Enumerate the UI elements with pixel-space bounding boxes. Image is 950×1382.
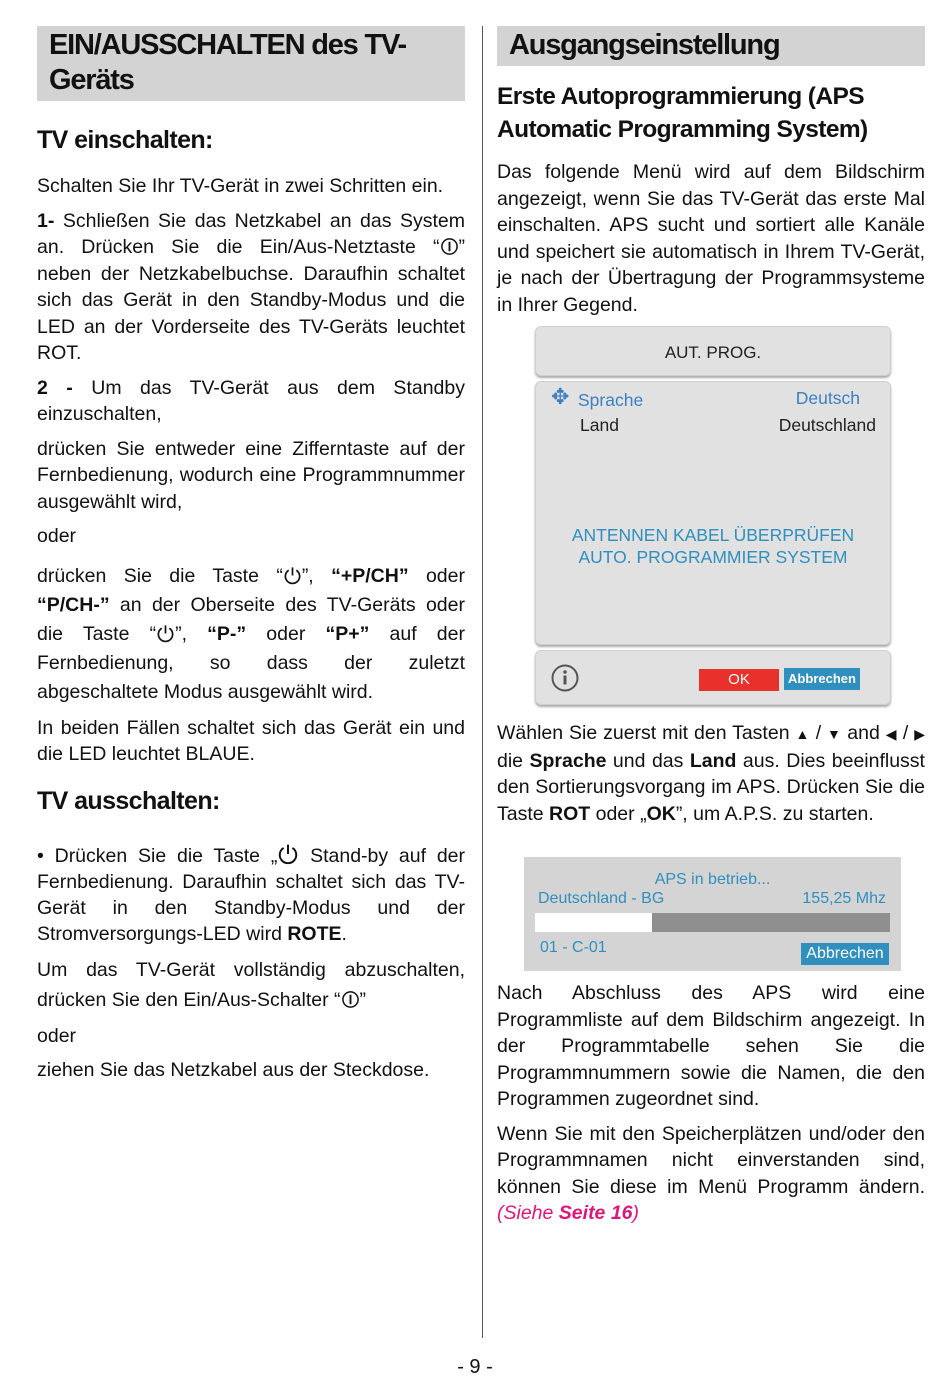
aps-channel: 01 - C-01 (540, 939, 607, 956)
column-divider (482, 26, 483, 1338)
paragraph-led-blue: In beiden Fällen schaltet sich das Gerät ein und die LED leuchtet BLAUE. (37, 716, 465, 765)
aps-cancel-button[interactable]: Abbrechen (801, 943, 889, 965)
section-title-power: EIN/AUSSCHALTEN des TV-Geräts (37, 26, 465, 101)
aps-menu (535, 326, 891, 705)
menu-header: AUT. PROG. (535, 326, 891, 376)
menu-footer (535, 650, 891, 705)
navigate-arrows-icon: ✥ (551, 384, 570, 409)
aps-country: Deutschland - BG (538, 890, 665, 907)
paragraph-unplug: ziehen Sie das Netzkabel aus der Steckdose. (37, 1059, 430, 1081)
menu-message-check-cable: ANTENNEN KABEL ÜBERPRÜFEN (571, 525, 855, 545)
paragraph-or-1: oder (37, 525, 77, 547)
paragraph-step-1: 1- Schließen Sie das Netzkabel an das System an. Drücken Sie die Ein/Aus-Netztaste “ ” neben der Netzkabelbuchse. Daraufhin schaltet sich das Gerät in den Standby-Modus und die LED an der Vorderseite des TV-Geräts leuchtet ROT. (37, 209, 465, 364)
aps-progress-fill (535, 913, 652, 932)
menu-message-auto-system: AUTO. PROGRAMMIER SYSTEM (578, 547, 848, 567)
info-icon[interactable] (550, 663, 580, 693)
cancel-button[interactable]: Abbrechen (784, 668, 860, 690)
right-column (497, 26, 925, 326)
left-column (37, 26, 465, 1092)
mains-switch-icon (440, 237, 459, 256)
right-arrow-icon: ▶ (914, 726, 925, 742)
menu-row-language-label[interactable]: Sprache (578, 390, 644, 410)
up-arrow-icon: ▲ (795, 726, 810, 742)
page-reference-link[interactable]: Seite 16 (558, 1202, 633, 1224)
page-number: - 9 - (457, 1356, 493, 1378)
paragraph-select-instructions: Wählen Sie zuerst mit den Tasten ▲ / ▼ and ◀ / ▶ die Sprache und das Land aus. Dies beeinflusst den Sortierungsvorgang im APS. Drücken Sie die Taste ROT oder „OK”, um A.P.S. zu starten. (497, 722, 925, 825)
aps-progress-panel (524, 857, 901, 971)
menu-body (535, 381, 891, 645)
paragraph-aps-intro: Das folgende Menü wird auf dem Bildschirm angezeigt, wenn Sie das TV-Gerät das erste Mal einschalten. APS sucht und sortiert alle Kanäle und speichert sie automatisch in Ihrem TV-Gerät, je nach der Übertragung der Programmsysteme in Ihrer Gegend. (497, 161, 925, 316)
paragraph-full-off: Um das TV-Gerät vollständig abzuschalten, drücken Sie den Ein/Aus-Schalter “ ” (37, 958, 465, 1011)
section-title-initial-setup: Ausgangseinstellung (497, 26, 925, 66)
paragraph-intro: Schalten Sie Ihr TV-Gerät in zwei Schritten ein. (37, 175, 444, 197)
subheading-tv-on: TV einschalten: (37, 126, 213, 154)
aps-status: APS in betrieb... (654, 871, 771, 888)
paragraph-standby-remote: • Drücken Sie die Taste „ Stand-by auf der Fernbedienung. Daraufhin schaltet sich das TV-Gerät in den Standby-Modus und der Stromversorgungs-LED wird ROTE. (37, 844, 466, 945)
subheading-aps: Erste Autoprogrammierung (APS Automatic Programming System) (497, 83, 868, 143)
mains-switch-icon (341, 988, 360, 1007)
ok-button[interactable]: OK (699, 669, 779, 691)
subheading-tv-off: TV ausschalten: (37, 786, 220, 815)
paragraph-step-2: 2 - Um das TV-Gerät aus dem Standby einzuschalten, (37, 376, 465, 425)
aps-progress-bar (535, 913, 890, 932)
down-arrow-icon: ▼ (827, 726, 842, 742)
after-aps-block (497, 980, 925, 1235)
standby-icon (277, 843, 299, 865)
menu-row-language-value[interactable]: Deutsch (795, 388, 860, 408)
left-arrow-icon: ◀ (885, 726, 897, 742)
menu-row-country-label[interactable]: Land (580, 415, 619, 435)
paragraph-standby-keys: drücken Sie die Taste “ ”, “+P/CH” oder “P/CH-” an der Oberseite des TV-Geräts oder die Taste “ ”, “P-” oder “P+” auf der Fernbedienung, so dass der zuletzt abgeschaltete Modus ausgewählt wird. (37, 564, 465, 703)
paragraph-or-2: oder (37, 1024, 77, 1047)
paragraph-edit-programs: Wenn Sie mit den Speicherplätzen und/oder den Programmnamen nicht einverstanden sind, können Sie diese im Menü Programm ändern. (Siehe Seite 16) (497, 1122, 925, 1224)
standby-icon (156, 623, 175, 642)
paragraph-program-list: Nach Abschluss des APS wird eine Programmliste auf dem Bildschirm angezeigt. In der Programmtabelle sehen Sie die Programmnummern sowie die Namen, die den Programmen zugeordnet sind. (497, 982, 925, 1110)
paragraph-digit-key: drücken Sie entweder eine Zifferntaste auf der Fernbedienung, wodurch eine Programmnummer ausgewählt wird, (37, 437, 465, 513)
standby-icon (283, 565, 302, 584)
aps-frequency: 155,25 Mhz (802, 890, 886, 907)
menu-row-country-value[interactable]: Deutschland (778, 415, 876, 435)
select-instructions-block (497, 720, 925, 835)
